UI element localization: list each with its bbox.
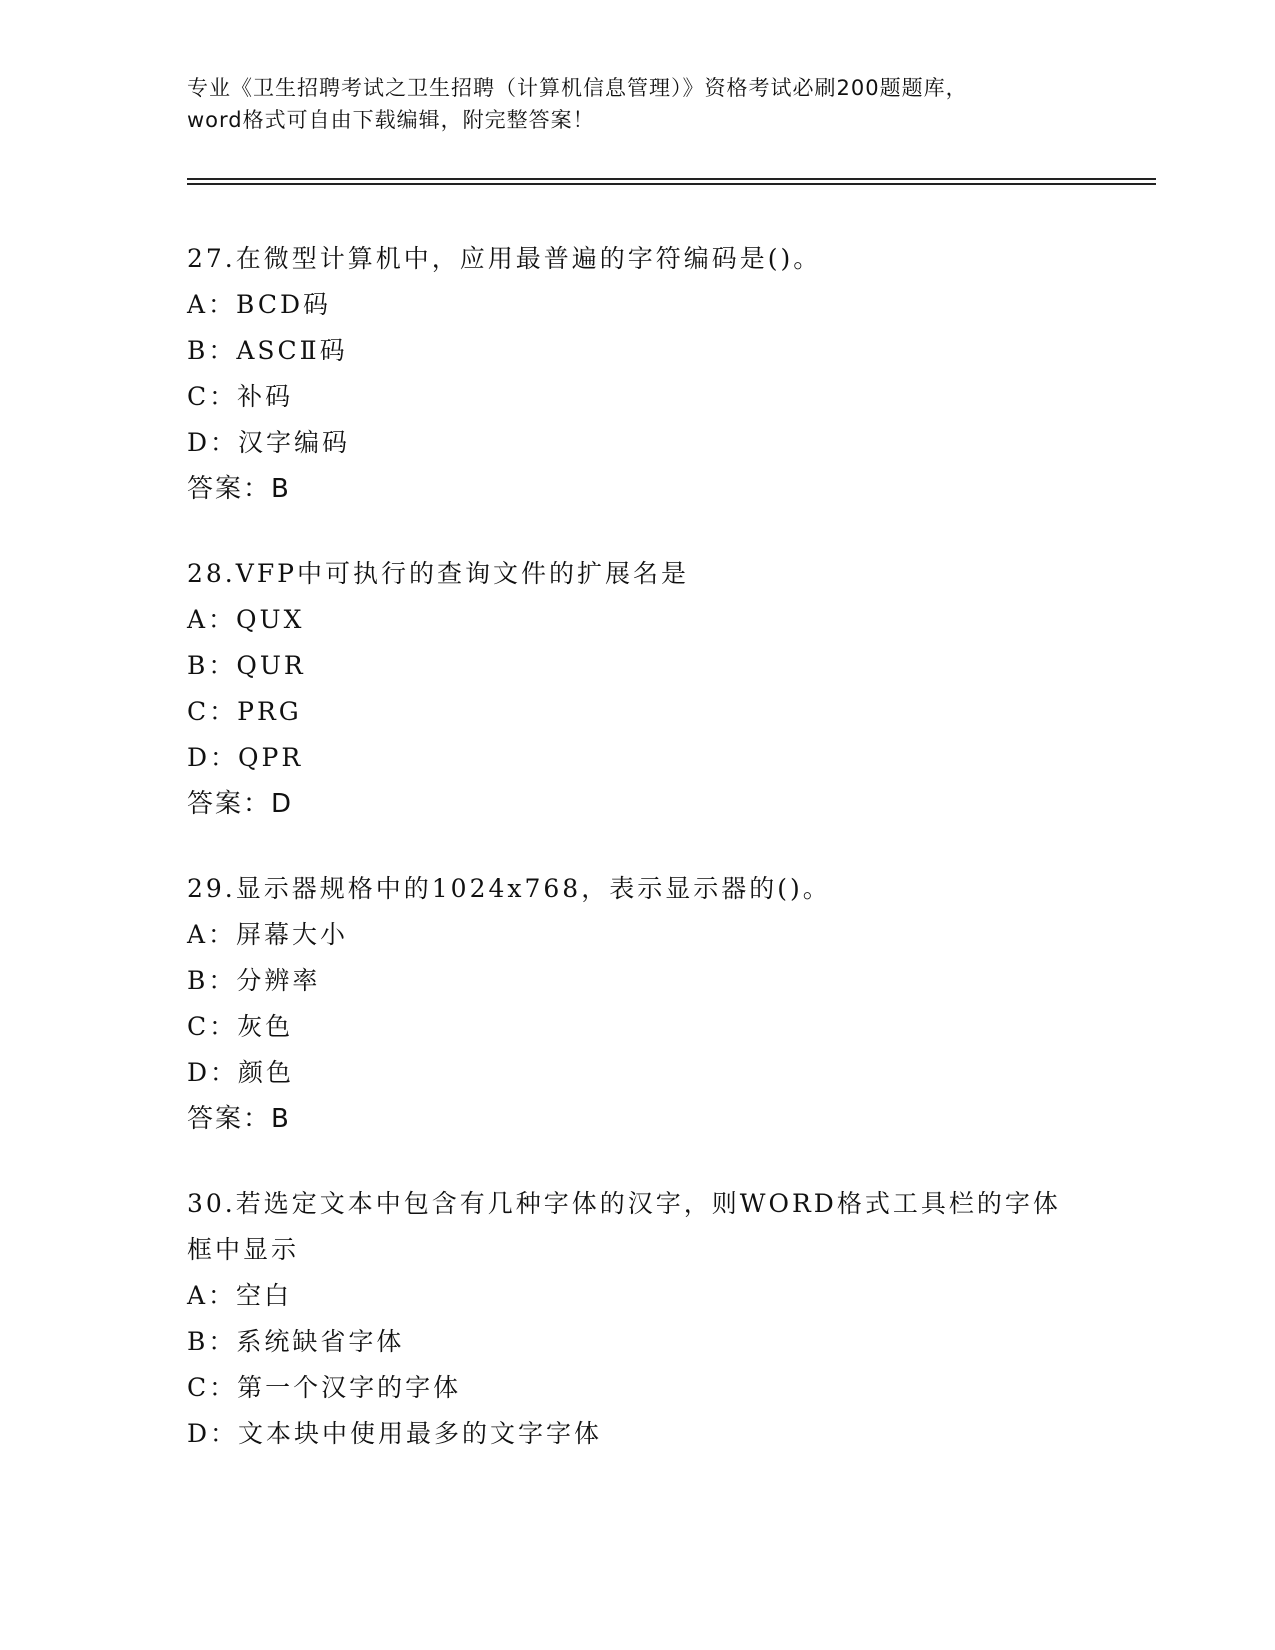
- question-list: [187, 236, 1087, 1496]
- option-d: D：文本块中使用最多的文字字体: [187, 1419, 603, 1448]
- document-header: [187, 72, 1087, 136]
- answer-text: 答案：B: [187, 1104, 291, 1134]
- option-d: D：QPR: [187, 743, 304, 772]
- question-28: [187, 551, 1087, 827]
- question-text: 29.显示器规格中的1024x768，表示显示器的()。: [187, 874, 831, 903]
- header-title-line-1: 专业《卫生招聘考试之卫生招聘（计算机信息管理）》资格考试必刷200题题库，: [187, 76, 968, 100]
- question-27: [187, 236, 1087, 512]
- option-c: C：第一个汉字的字体: [187, 1373, 462, 1402]
- question-text: 27.在微型计算机中，应用最普遍的字符编码是()。: [187, 244, 822, 273]
- header-title-line-2: word格式可自由下载编辑，附完整答案！: [187, 108, 595, 132]
- answer-text: 答案：B: [187, 474, 291, 504]
- header-divider-top: [187, 178, 1156, 180]
- header-divider-bottom: [187, 183, 1156, 185]
- option-a: A：屏幕大小: [187, 920, 349, 949]
- answer-text: 答案：D: [187, 789, 294, 819]
- option-a: A：BCD码: [187, 290, 332, 319]
- option-b: B：分辨率: [187, 966, 321, 995]
- option-b: B：QUR: [187, 651, 306, 680]
- option-b: B：系统缺省字体: [187, 1327, 405, 1356]
- question-text-line-1: 30.若选定文本中包含有几种字体的汉字，则WORD格式工具栏的字体: [187, 1189, 1061, 1218]
- question-29: [187, 866, 1087, 1142]
- option-a: A：QUX: [187, 605, 305, 634]
- option-c: C：灰色: [187, 1012, 294, 1041]
- option-d: D：汉字编码: [187, 428, 351, 457]
- option-a: A：空白: [187, 1281, 293, 1310]
- question-text: 28.VFP中可执行的查询文件的扩展名是: [187, 559, 689, 588]
- option-c: C：PRG: [187, 697, 302, 726]
- option-c: C：补码: [187, 382, 294, 411]
- question-30: [187, 1181, 1087, 1457]
- option-b: B：ASCⅡ码: [187, 336, 348, 365]
- question-text-line-2: 框中显示: [187, 1235, 300, 1264]
- option-d: D：颜色: [187, 1058, 295, 1087]
